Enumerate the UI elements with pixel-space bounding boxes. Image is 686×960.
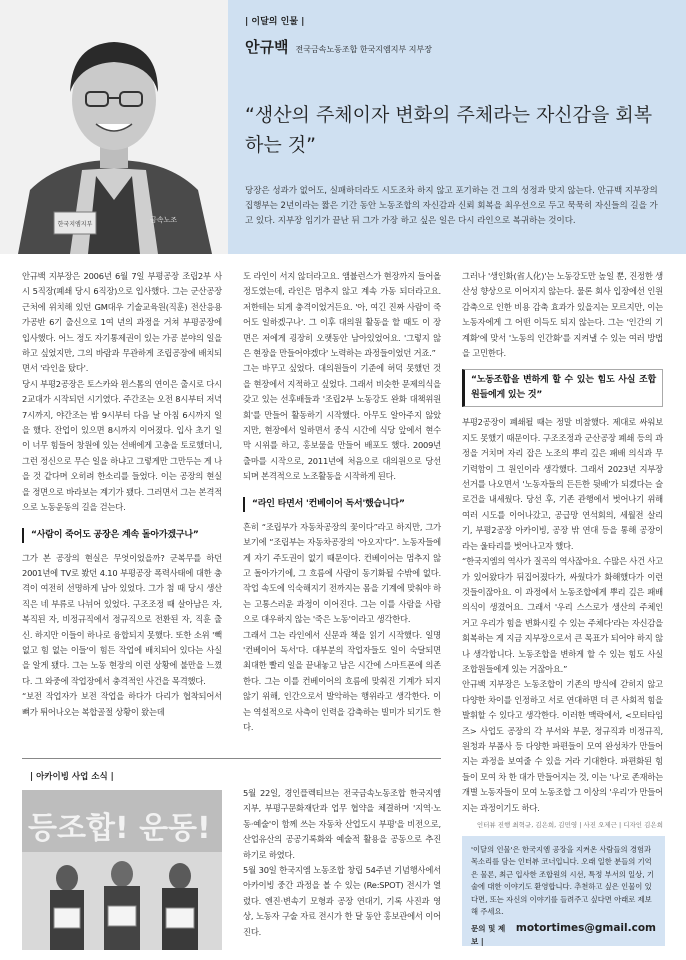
paragraph: 부평2공장이 폐쇄될 때는 정말 비참했다. 제대로 싸워보지도 못했기 때문이다. 구조조정과 군산공장 폐쇄 등의 과정을 거치며 자리 잡은 노조의 뿌리 깊은 패배 의식과 무기력함이 그 원인이라 생각했다. 그래서 2023년 지부장 선거를 나오면서 '노동자들의 든든한 뒷배'가 되겠다는 슬로건을 내세웠다. 당선 후, 기존 관행에서 벗어나기 위해 여러 시도를 이어나갔고, 공급망 연석회의, 세월전 살리기, 부평2공장 아카이빙, 공장 밖 연대 등을 통해 공장이라는 울타리를 벗어나고자 했다.: [462, 417, 663, 551]
subheading: “사람이 죽어도 공장은 계속 돌아가겠구나”: [22, 528, 222, 543]
person-affiliation: 전국금속노동조합 한국지엠지부 지부장: [295, 45, 432, 54]
paragraph: “보전 작업자가 보전 작업을 하다가 다리가 협착되어서 뼈가 튀어나오는 복합골절 상황이 왔는데: [22, 691, 222, 717]
banner-text: 등조합! 운동!: [28, 811, 211, 846]
archive-section-tag: | 아카이빙 사업 소식 |: [30, 772, 114, 782]
notice-box: [462, 836, 665, 946]
subheading: “노동조합을 변하게 할 수 있는 힘도 사실 조합원들에게 있는 것”: [462, 369, 663, 407]
paragraph: 도 라인이 서지 않더라고요. 앰뷸런스가 현장까지 들어올 정도였는데, 라인은 멈추지 않고 계속 가동 되더라고요. 저한테는 되게 충격이었거든요. '아, 여긴 진짜 사람이 죽어도 일하겠구나'. 그 이후 대의원 활동을 할 때도 이 장면은 저에게 굉장히 오랫동안 남아있었어요. '그렇지 않은 현장을 만들어야겠다' 노력하는 과정들이었던 거죠.”: [243, 271, 441, 359]
section-tag: | 이달의 인물 |: [245, 17, 305, 27]
paragraph: 그는 바꾸고 싶었다. 대의원들이 기준에 허덕 못했던 것을 현장에서 지적하고 싶었다. 그래서 비슷한 문제의식을 갖고 있는 선후배들과 '조립2부 노동강도 완화 대책위원회'를 만들어 활동하기 시작했다. 아무도 알아주지 않았지만, 현장에서 일하면서 중식 시간에 식당 앞에서 현수막 시위를 하고, 홍보물을 만들어 배포도 했다. 2009년 출마를 시작으로, 2011년에 처음으로 대의원으로 당선되며 본격적으로 노조활동을 시작하게 된다.: [243, 363, 441, 482]
person-name: 안규백: [245, 38, 289, 56]
paragraph: 그가 본 공장의 현실은 무엇이었을까? 군복무를 하던 2001년에 TV로 봤던 4.10 부평공장 폭력사태에 대한 충격이 여전히 선명하게 남아 있었다. 그가 첨 때 당시 생산직은 네 부류로 나뉘어 있었다. 구조조정 때 살아남은 자, 복직된 자, 비정규직에서 정규직으로 전환된 자, 직훈 출신. 하지만 이들이 하나로 융합되지 못했다. 또한 소위 '빽 없고 힘 없는 이들'이 힘든 작업에 배치되어 있다는 사실을 알게 됐다. 그는 노동 현장의 이런 상황에 불만을 느꼈다. 그 와중에 작업장에서 충격적인 사건을 목격했다.: [22, 552, 222, 686]
badge-text: 한국지엠지부: [57, 221, 93, 228]
paragraph: 안규백 지부장은 2006년 6월 7일 부평공장 조립2부 사시 5직장(폐쇄 당시 6직장)으로 입사했다. 그는 군산공장 근처에 위치해 있던 GM대우 기술교육원(직훈) 전산응용가공반 6기 출신으로 1여 년의 과정을 거쳐 부평공장에 입사했다. 어느 정도 자기통제권이 있는 가공 분야의 일을 하고 싶었지만, 그의 바람과 무관하게 조립공장에 배치되면서 '라인을 탔다'.: [22, 271, 222, 374]
headline-quote: “생산의 주체이자 변화의 주체라는 자신감을 회복하는 것”: [245, 104, 653, 156]
paragraph: 흔히 “조립부가 자동차공장의 꽃이다”라고 하지만, 그가 보기에 “조립부는 자동차공장의 '아오지'다”. 노동자들에게 자기 주도권이 없기 때문이다. 컨베이어는 멈추지 않고 돌아가기에, 그 흐름에 사람이 동기화될 수밖에 없다. 작업 속도에 익숙해지기 전까지는 몸을 기계에 맞춰야 하는 고통스러운 과정이 이어진다. 그는 이를 사람을 사람으로 대우하지 않는 '죽은 노동'이라고 생각한다.: [243, 521, 441, 625]
contact-label: 문의 및 제보 |: [471, 924, 506, 946]
notice-text: '이달의 인물'은 한국지엠 공장을 지켜온 사람들의 경험과 목소리를 담는 인터뷰 코너입니다. 오래 일한 분들의 기억은 물론, 최근 입사한 조합원의 시선, 특정 부서의 일상, 기술에 대한 이야기도 환영합니다. 추천하고 싶은 인물이 있다면, 또는 자신의 이야기를 들려주고 싶다면 아래로 제보해 주세요.: [471, 845, 654, 917]
vest-text: 금속노조: [150, 216, 178, 224]
subheading: “라인 타면서 '컨베이어 독서'했습니다”: [243, 497, 441, 512]
paragraph: 안규백 지부장은 노동조합이 기존의 방식에 갇히지 않고 다양한 차이를 인정하고 서로 연대하면 더 큰 사회적 힘을 발휘할 수 있다고 생각한다. 이러한 맥락에서, <모터타임즈> 사업도 공장의 각 부서와 부문, 정규직과 비정규직, 원청과 부품사 등 다양한 파편들이 모여 완성차가 만들어지는 과정을 보여줄 수 있을 거라 기대한다. 파편화된 힘들이 모여 차 한 대가 만들어지는 것, 이는 '나'로 존재하는 개별 노동자들이 모여 노동조합 그 이상의 '우리'가 만들어지는 과정이기도 하다.: [462, 679, 663, 813]
event-photo: [22, 790, 222, 950]
paragraph: 그래서 그는 라인에서 신문과 책을 읽기 시작했다. 일명 '컨베이어 독서'다. 대부분의 작업자들도 일이 숙달되면 최대한 빨리 일을 끝내놓고 남은 시간에 스마트폰에 의존한다. 그는 이를 컨베이어의 흐름에 맞춰진 기계가 되지 않기 위해, 인간으로서 발악하는 행위라고 생각한다. 이는 역설적으로 사측이 인력을 감축하는 빌미가 되기도 한다.: [243, 629, 441, 732]
portrait-photo: [0, 0, 228, 254]
paragraph: 그러나 '생인화(省人化)'는 노동강도만 높일 뿐, 진정한 생산성 향상으로 이어지지 않는다. 물론 회사 입장에선 인원 감축으로 인한 비용 감축 효과가 있을지는 모르지만, 이는 노동자에게 그 어떤 이득도 되지 않는다. 그는 '인간의 기계화'에 맞서 '노동의 인간화'를 지켜낼 수 있는 여러 방법을 고민한다.: [462, 271, 663, 359]
body-column-2: [243, 269, 441, 735]
body-column-1: [22, 269, 222, 720]
interview-credit: 인터뷰 진행 최혁규, 김은희, 김민영 | 사진 오제근 | 디자인 김은희: [476, 821, 663, 829]
body-column-3: [462, 269, 663, 816]
notice-contact: [471, 922, 656, 948]
name-row: [245, 36, 432, 57]
paragraph: 5월 22일, 경인플렉티브는 전국금속노동조합 한국지엠지부, 부평구문화재단과 업무 협약을 체결하며 '지역·노동·예술'이 함께 쓰는 자동차 산업도시 부평'을 비전으로, 산업유산의 공공기록화와 예술적 활용을 공동으로 추진하기로 하였다.: [243, 788, 441, 860]
lead-paragraph: 당장은 성과가 없어도, 실패하더라도 시도조차 하지 않고 포기하는 건 그의 성정과 맞지 않는다. 안규백 지부장의 집행부는 2년이라는 짧은 기간 동안 노동조합의 자신감과 신뢰 회복을 최우선으로 두고 묵묵히 자신들의 길을 가고 있다. 지부장 임기가 끝난 뒤 그가 가장 하고 싶은 일은 다시 라인으로 복귀하는 것이다.: [245, 186, 658, 226]
section-divider: [22, 758, 441, 759]
paragraph: 5월 30일 한국지엠 노동조합 창립 54주년 기념행사에서 아카이빙 중간 과정을 볼 수 있는 (Re:SPOT) 전시가 열렸다. 엔진·변속기 모형과 공장 연대기, 기록 사진과 영상, 노동자 구술 자료 전시가 한 달 동안 홍보관에서 이어진다.: [243, 865, 441, 937]
event-photo-illustration: [22, 790, 222, 950]
paragraph: “한국지엠의 역사가 질곡의 역사잖아요. 수많은 사건 사고가 있어왔다가 뒤집어졌다가, 싸웠다가 화해했다가 이런 것들이잖아요. 이 과정에서 노동조합에게 뿌리 깊은 패배 의식이 생겼어요. 그래서 '우리 스스로가 생산의 주체인 거고 우리가 힘을 변화시킬 수 있는 주체다'라는 자신감을 회복하는 게 지금 지부장으로서 큰 목표가 되어야 하지 않나 생각합니다. 노동조합을 변하게 할 수 있는 힘도 사실 조합원들에게 있는 거잖아요.”: [462, 556, 663, 674]
archive-column: [243, 786, 441, 940]
contact-email: motortimes@gmail.com: [515, 922, 656, 935]
paragraph: 당시 부평2공장은 토스카와 윈스톰의 연이은 출시로 다시 2교대가 시작되던 시기였다. 주간조는 오전 8시부터 저녁 7시까지, 야간조는 밤 9시부터 다음 날 아침 6시까지 일을 했다. 잔업이 있으면 8시까지 이어졌다. 입사 초기 일이 너무 힘들어 창원에 있는 선배에게 고충을 토로했더니, 그런 정신으로 무슨 일을 하냐고 그렇게만 그만두는 게 나을 것 같다며 오히려 한소리를 들었다. 이는 공장의 현실을 정면으로 바라보는 계기가 됐다. 그러면서 그는 본격적으로 노동운동의 길을 걷는다.: [22, 378, 222, 513]
portrait-illustration: [0, 0, 228, 254]
